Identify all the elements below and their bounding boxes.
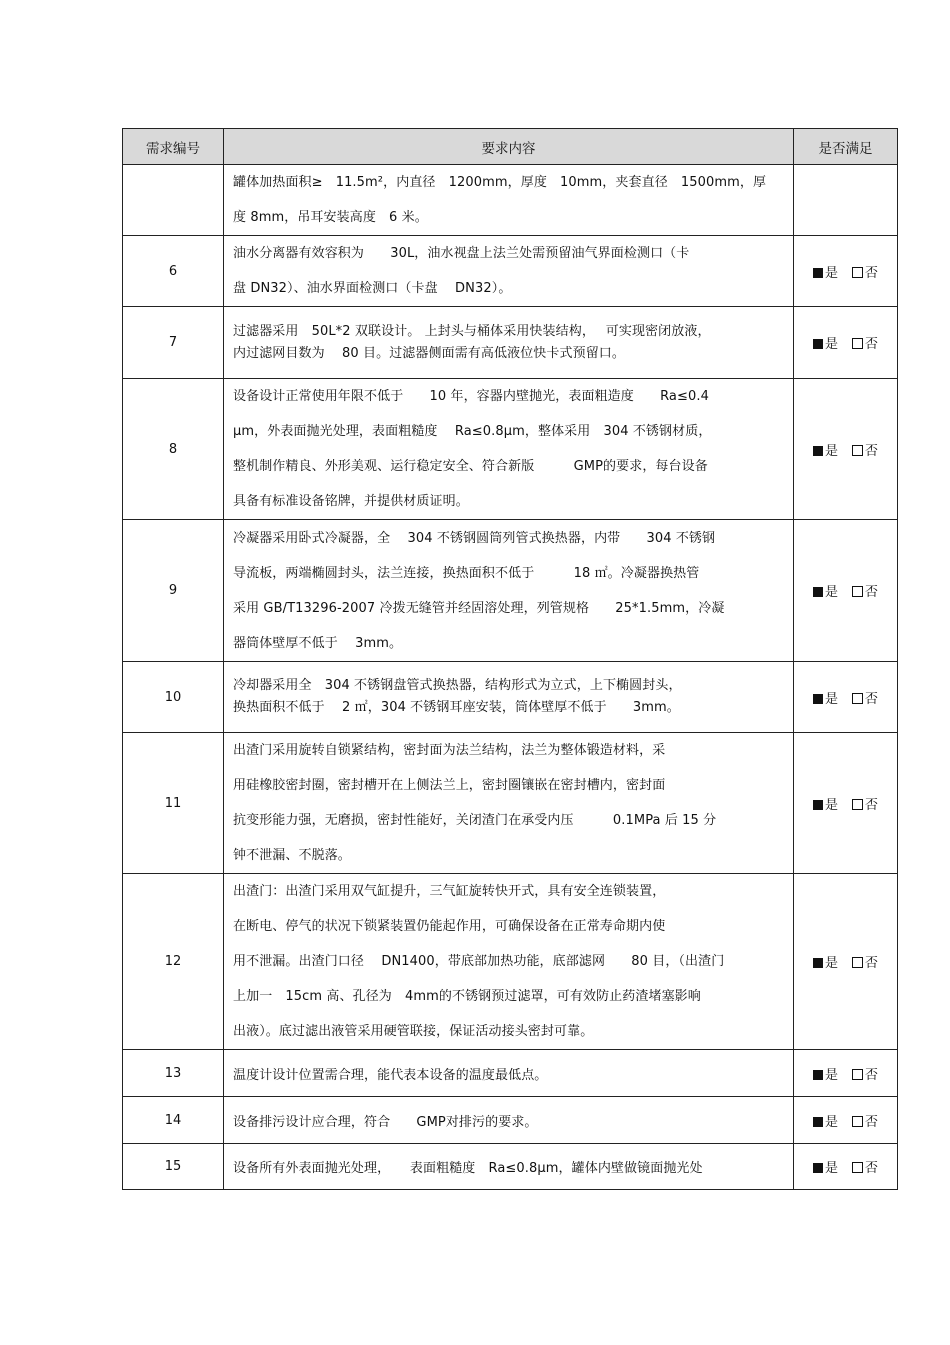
requirement-text-line: 设备排污设计应合理，符合 GMP对排污的要求。 bbox=[233, 1114, 538, 1130]
requirement-text-line: 罐体加热面积≥ 11.5m²，内直径 1200mm，厚度 10mm，夹套直径 1500mm，厚 bbox=[233, 175, 767, 190]
table-row bbox=[123, 1097, 898, 1144]
requirement-text-line: 器筒体壁厚不低于 3mm。 bbox=[233, 635, 403, 651]
requirement-text-line: 在断电、停气的状况下锁紧装置仍能起作用，可确保设备在正常寿命期内使 bbox=[233, 919, 666, 934]
yes-label: 是 bbox=[824, 337, 838, 352]
requirement-text-line: 设备所有外表面抛光处理， 表面粗糙度 Ra≤0.8μm，罐体内壁做镜面抛光处 bbox=[233, 1161, 703, 1176]
checked-box-icon[interactable] bbox=[813, 1163, 823, 1173]
requirement-id-cell: 9 bbox=[123, 520, 224, 662]
requirements-table bbox=[122, 128, 898, 1190]
requirement-content-cell bbox=[224, 874, 794, 1050]
requirement-text-line: μm，外表面抛光处理，表面粗糙度 Ra≤0.8μm，整体采用 304 不锈钢材质， bbox=[233, 424, 712, 439]
compliance-cell bbox=[794, 662, 898, 733]
table-row bbox=[123, 1050, 898, 1097]
requirement-text-line: 整机制作精良、外形美观、运行稳定安全、符合新版 GMP的要求，每台设备 bbox=[233, 459, 708, 474]
requirement-content-cell bbox=[224, 165, 794, 236]
no-label: 否 bbox=[865, 956, 879, 971]
no-label: 否 bbox=[865, 443, 879, 459]
requirement-text-line: 用不泄漏。出渣门口径 DN1400，带底部加热功能，底部滤网 80 目，（出渣门 bbox=[233, 954, 725, 969]
header-requirement-id: 需求编号 bbox=[123, 129, 224, 165]
requirement-text-line: 换热面积不低于 2 ㎡，304 不锈钢耳座安装，筒体壁厚不低于 3mm。 bbox=[233, 700, 680, 715]
requirement-id-cell: 11 bbox=[123, 733, 224, 874]
header-requirement-content: 要求内容 bbox=[224, 129, 794, 165]
requirement-content-cell bbox=[224, 1097, 794, 1144]
no-label: 否 bbox=[865, 1161, 879, 1176]
table-header-row bbox=[123, 129, 898, 165]
compliance-cell bbox=[794, 307, 898, 379]
requirement-content-cell bbox=[224, 379, 794, 520]
requirement-text-line: 度 8mm，吊耳安装高度 6 米。 bbox=[233, 210, 428, 225]
requirement-text-line: 内过滤网目数为 80 目。过滤器侧面需有高低液位快卡式预留口。 bbox=[233, 345, 626, 361]
requirement-id-cell: 13 bbox=[123, 1050, 224, 1097]
yes-label: 是 bbox=[824, 956, 838, 971]
yes-label: 是 bbox=[824, 797, 838, 813]
requirement-text-line: 出液）。底过滤出液管采用硬管联接，保证活动接头密封可靠。 bbox=[233, 1024, 594, 1039]
unchecked-box-icon[interactable] bbox=[852, 338, 863, 349]
table-body bbox=[123, 165, 898, 1190]
no-label: 否 bbox=[865, 1067, 879, 1083]
checked-box-icon[interactable] bbox=[813, 446, 823, 456]
requirement-text-line: 抗变形能力强，无磨损，密封性能好，关闭渣门在承受内压 0.1MPa 后 15 分 bbox=[233, 813, 717, 828]
yes-label: 是 bbox=[824, 691, 838, 707]
yes-label: 是 bbox=[824, 1161, 838, 1176]
checked-box-icon[interactable] bbox=[813, 268, 823, 278]
checked-box-icon[interactable] bbox=[813, 1070, 823, 1080]
requirement-content-cell bbox=[224, 1144, 794, 1190]
checked-box-icon[interactable] bbox=[813, 800, 823, 810]
unchecked-box-icon[interactable] bbox=[852, 957, 863, 968]
requirement-text-line: 设备设计正常使用年限不低于 10 年，容器内壁抛光，表面粗造度 Ra≤0.4 bbox=[233, 389, 709, 404]
requirement-text-line: 出渣门采用旋转自锁紧结构，密封面为法兰结构，法兰为整体锻造材料，采 bbox=[233, 743, 666, 758]
table-row bbox=[123, 165, 898, 236]
requirement-id-cell: 10 bbox=[123, 662, 224, 733]
compliance-cell bbox=[794, 1050, 898, 1097]
requirement-text-line: 冷却器采用全 304 不锈钢盘管式换热器，结构形式为立式，上下椭圆封头， bbox=[233, 678, 682, 693]
no-label: 否 bbox=[865, 691, 879, 707]
requirement-content-cell bbox=[224, 733, 794, 874]
requirement-id-cell: 15 bbox=[123, 1144, 224, 1190]
requirement-text-line: 上加一 15cm 高、孔径为 4mm的不锈钢预过滤罩，可有效防止药渣堵塞影响 bbox=[233, 989, 701, 1004]
table-row bbox=[123, 733, 898, 874]
checked-box-icon[interactable] bbox=[813, 1117, 823, 1127]
checked-box-icon[interactable] bbox=[813, 694, 823, 704]
compliance-cell bbox=[794, 1097, 898, 1144]
requirement-id-cell: 6 bbox=[123, 236, 224, 307]
requirement-id-cell: 14 bbox=[123, 1097, 224, 1144]
requirement-content-cell bbox=[224, 1050, 794, 1097]
yes-label: 是 bbox=[824, 443, 838, 459]
table-row bbox=[123, 662, 898, 733]
unchecked-box-icon[interactable] bbox=[852, 1069, 863, 1080]
unchecked-box-icon[interactable] bbox=[852, 693, 863, 704]
requirement-text-line: 温度计设计位置需合理，能代表本设备的温度最低点。 bbox=[233, 1067, 548, 1083]
requirement-text-line: 导流板，两端椭圆封头，法兰连接，换热面积不低于 18 ㎡。冷凝器换热管 bbox=[233, 565, 700, 581]
requirement-text-line: 钟不泄漏、不脱落。 bbox=[233, 848, 351, 863]
requirement-text-line: 用硅橡胶密封圈，密封槽开在上侧法兰上，密封圈镶嵌在密封槽内，密封面 bbox=[233, 778, 666, 793]
unchecked-box-icon[interactable] bbox=[852, 1162, 863, 1173]
no-label: 否 bbox=[865, 265, 879, 281]
yes-label: 是 bbox=[824, 265, 838, 281]
compliance-cell bbox=[794, 733, 898, 874]
requirement-text-line: 具备有标准设备铭牌，并提供材质证明。 bbox=[233, 494, 469, 509]
header-compliance: 是否满足 bbox=[794, 129, 898, 165]
table-row bbox=[123, 379, 898, 520]
compliance-cell bbox=[794, 520, 898, 662]
requirement-text-line: 油水分离器有效容积为 30L，油水视盘上法兰处需预留油气界面检测口（卡 bbox=[233, 246, 690, 261]
table-row bbox=[123, 520, 898, 662]
requirement-text-line: 盘 DN32）、油水界面检测口（卡盘 DN32）。 bbox=[233, 281, 512, 296]
table-row bbox=[123, 307, 898, 379]
requirement-id-cell bbox=[123, 165, 224, 236]
unchecked-box-icon[interactable] bbox=[852, 1116, 863, 1127]
yes-label: 是 bbox=[824, 585, 838, 600]
checked-box-icon[interactable] bbox=[813, 958, 823, 968]
requirement-text-line: 出渣门：出渣门采用双气缸提升，三气缸旋转快开式，具有安全连锁装置， bbox=[233, 884, 666, 899]
compliance-cell bbox=[794, 236, 898, 307]
compliance-cell bbox=[794, 1144, 898, 1190]
table-row bbox=[123, 1144, 898, 1190]
requirement-content-cell bbox=[224, 662, 794, 733]
checked-box-icon[interactable] bbox=[813, 587, 823, 597]
compliance-cell bbox=[794, 165, 898, 236]
requirement-text-line: 冷凝器采用卧式冷凝器，全 304 不锈钢圆筒列管式换热器，内带 304 不锈钢 bbox=[233, 530, 716, 546]
requirement-content-cell bbox=[224, 236, 794, 307]
compliance-cell bbox=[794, 379, 898, 520]
checked-box-icon[interactable] bbox=[813, 339, 823, 349]
table-row bbox=[123, 236, 898, 307]
requirement-content-cell bbox=[224, 520, 794, 662]
requirement-content-cell bbox=[224, 307, 794, 379]
unchecked-box-icon[interactable] bbox=[852, 586, 863, 597]
requirement-id-cell: 8 bbox=[123, 379, 224, 520]
no-label: 否 bbox=[865, 585, 879, 600]
yes-label: 是 bbox=[824, 1067, 838, 1083]
unchecked-box-icon[interactable] bbox=[852, 799, 863, 810]
requirement-text-line: 过滤器采用 50L*2 双联设计。 上封头与桶体采用快装结构， 可实现密闭放液， bbox=[233, 323, 711, 339]
requirement-id-cell: 12 bbox=[123, 874, 224, 1050]
no-label: 否 bbox=[865, 337, 879, 352]
no-label: 否 bbox=[865, 1114, 879, 1130]
requirement-text-line: 采用 GB/T13296-2007 冷拨无缝管并经固溶处理，列管规格 25*1.5mm，冷凝 bbox=[233, 600, 725, 616]
unchecked-box-icon[interactable] bbox=[852, 267, 863, 278]
no-label: 否 bbox=[865, 797, 879, 813]
requirement-id-cell: 7 bbox=[123, 307, 224, 379]
yes-label: 是 bbox=[824, 1114, 838, 1130]
unchecked-box-icon[interactable] bbox=[852, 445, 863, 456]
table-row bbox=[123, 874, 898, 1050]
compliance-cell bbox=[794, 874, 898, 1050]
